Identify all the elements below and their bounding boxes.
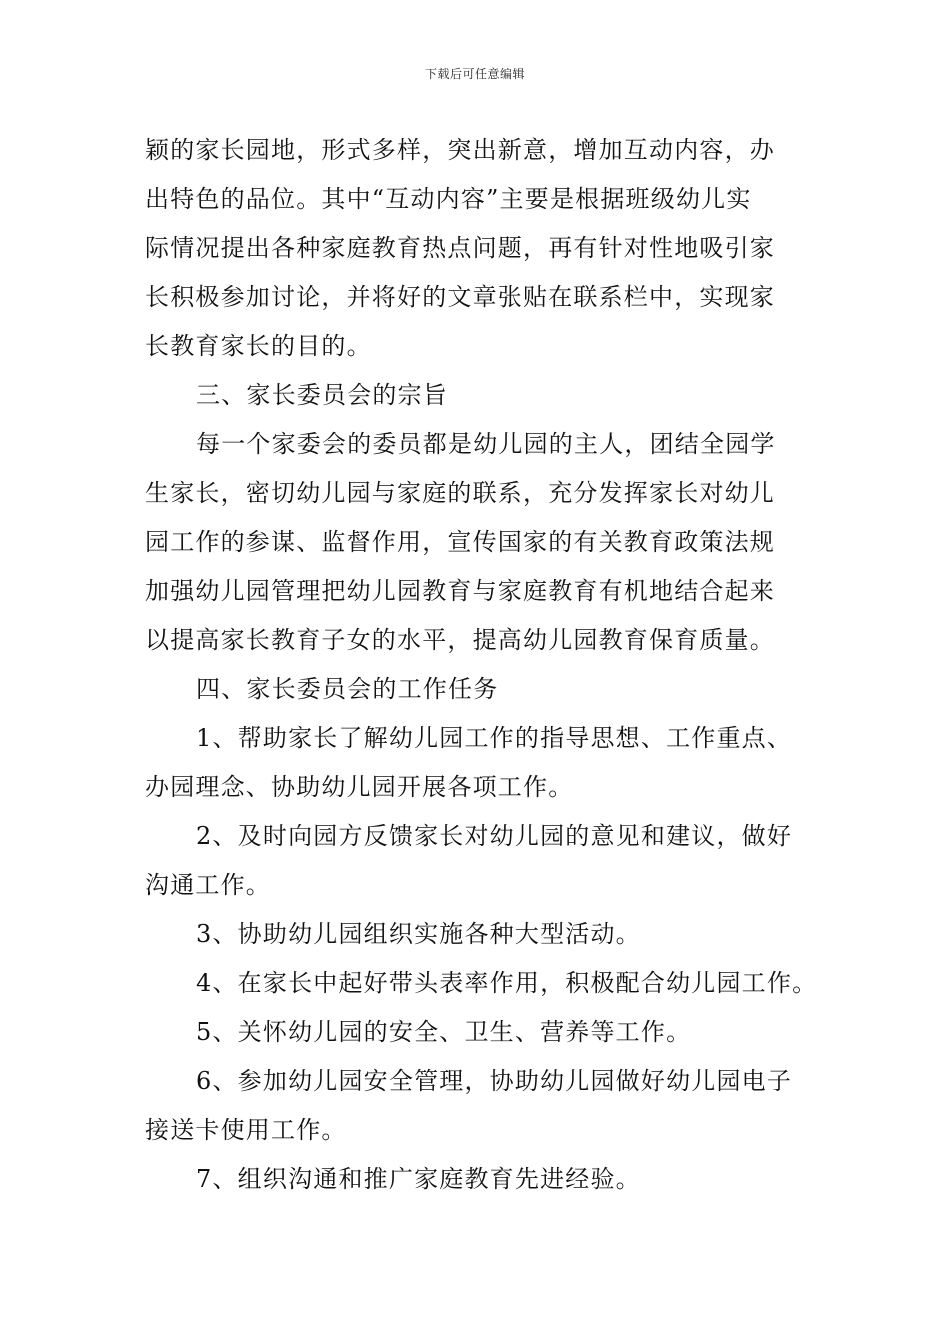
list-item: 1、帮助家长了解幼儿园工作的指导思想、工作重点、 <box>196 724 793 752</box>
paragraph-start: 每一个家委会的委员都是幼儿园的主人，团结全园学 <box>196 430 776 458</box>
list-item-continuation: 办园理念、协助幼儿园开展各项工作。 <box>145 773 574 801</box>
text-line: 生家长，密切幼儿园与家庭的联系，充分发挥家长对幼儿 <box>145 479 775 507</box>
list-item: 3、协助幼儿园组织实施各种大型活动。 <box>196 920 641 948</box>
text-line: 出特色的品位。其中“互动内容”主要是根据班级幼儿实 <box>145 185 752 213</box>
list-item: 4、在家长中起好带头表率作用，积极配合幼儿园工作。 <box>196 969 818 997</box>
text-line: 长教育家长的目的。 <box>145 332 372 360</box>
section-heading: 三、家长委员会的宗旨 <box>196 381 448 409</box>
list-item: 7、组织沟通和推广家庭教育先进经验。 <box>196 1165 641 1193</box>
list-item: 6、参加幼儿园安全管理，协助幼儿园做好幼儿园电子 <box>196 1067 793 1095</box>
document-body <box>145 126 818 1204</box>
section-heading: 四、家长委员会的工作任务 <box>196 675 499 703</box>
list-item-continuation: 接送卡使用工作。 <box>145 1116 347 1144</box>
text-line: 以提高家长教育子女的水平，提高幼儿园教育保育质量。 <box>145 626 775 654</box>
list-item-continuation: 沟通工作。 <box>145 871 271 899</box>
text-line: 长积极参加讨论，并将好的文章张贴在联系栏中，实现家 <box>145 283 775 311</box>
text-line: 际情况提出各种家庭教育热点问题，再有针对性地吸引家 <box>145 234 775 262</box>
text-line: 园工作的参谋、监督作用，宣传国家的有关教育政策法规 <box>145 528 775 556</box>
list-item: 5、关怀幼儿园的安全、卫生、营养等工作。 <box>196 1018 692 1046</box>
text-line: 加强幼儿园管理把幼儿园教育与家庭教育有机地结合起来 <box>145 577 775 605</box>
text-line: 颖的家长园地，形式多样，突出新意，增加互动内容，办 <box>145 136 775 164</box>
list-item: 2、及时向园方反馈家长对幼儿园的意见和建议，做好 <box>196 822 793 850</box>
page-header: 下载后可任意编辑 <box>424 67 525 81</box>
